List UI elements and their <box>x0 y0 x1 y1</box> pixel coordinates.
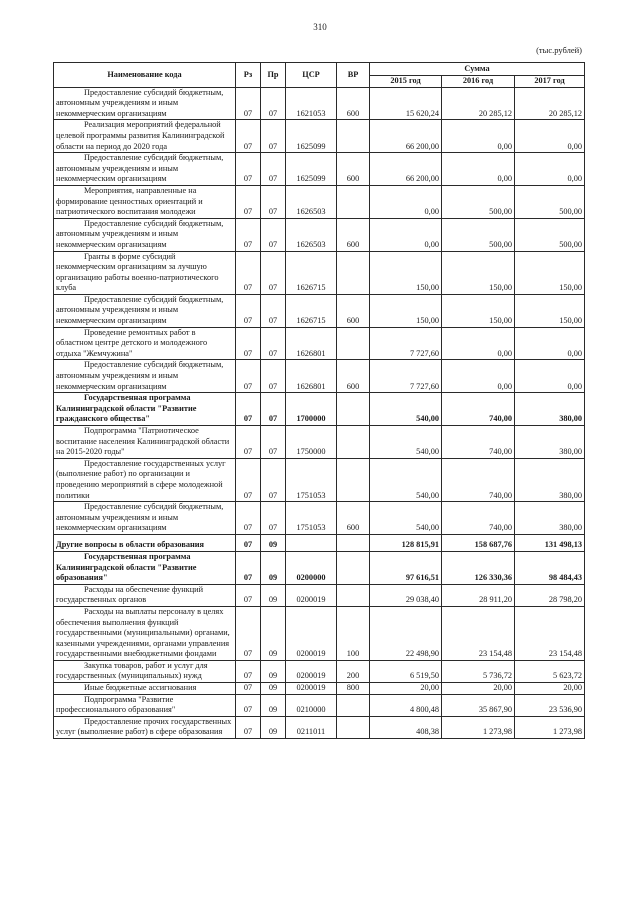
row-sum-2015: 7 727,60 <box>370 327 442 360</box>
row-sum-2015: 20,00 <box>370 683 442 695</box>
row-sum-2017: 0,00 <box>515 327 585 360</box>
row-sum-2015: 408,38 <box>370 716 442 738</box>
row-sum-2017: 380,00 <box>515 426 585 459</box>
row-sum-2017: 380,00 <box>515 502 585 535</box>
table-row <box>54 294 585 327</box>
row-name: Предоставление субсидий бюджетным, автономным учреждениям и иным некоммерческим организациям <box>54 87 236 120</box>
row-pr: 07 <box>261 426 286 459</box>
row-vr <box>337 534 370 551</box>
row-sum-2016: 500,00 <box>442 218 515 251</box>
row-sum-2015: 7 727,60 <box>370 360 442 393</box>
row-name: Расходы на выплаты персоналу в целях обеспечения выполнения функций государственными (муниципальными) органами, казенными учреждениями, органами управления государственными внебюджетными фондами <box>54 606 236 660</box>
row-pr: 09 <box>261 683 286 695</box>
row-sum-2015: 540,00 <box>370 502 442 535</box>
row-vr <box>337 551 370 584</box>
row-sum-2015: 0,00 <box>370 185 442 218</box>
row-csr: 1625099 <box>286 120 337 153</box>
row-pr: 09 <box>261 660 286 682</box>
row-vr: 600 <box>337 218 370 251</box>
row-pr: 07 <box>261 153 286 186</box>
row-pr: 07 <box>261 251 286 294</box>
row-pr: 07 <box>261 294 286 327</box>
row-sum-2015: 0,00 <box>370 218 442 251</box>
row-pr: 07 <box>261 87 286 120</box>
row-sum-2017: 98 484,43 <box>515 551 585 584</box>
row-pr: 07 <box>261 120 286 153</box>
row-rz: 07 <box>236 502 261 535</box>
row-csr: 0200019 <box>286 606 337 660</box>
table-row <box>54 502 585 535</box>
row-pr: 07 <box>261 502 286 535</box>
row-sum-2016: 126 330,36 <box>442 551 515 584</box>
row-rz: 07 <box>236 251 261 294</box>
row-rz: 07 <box>236 694 261 716</box>
row-rz: 07 <box>236 551 261 584</box>
header-year-2017: 2017 год <box>515 76 585 88</box>
row-csr: 1626715 <box>286 251 337 294</box>
row-csr: 0200019 <box>286 660 337 682</box>
row-csr: 0210000 <box>286 694 337 716</box>
row-rz: 07 <box>236 120 261 153</box>
row-name: Предоставление субсидий бюджетным, автономным учреждениям и иным некоммерческим организациям <box>54 360 236 393</box>
table-row <box>54 606 585 660</box>
row-pr: 07 <box>261 327 286 360</box>
row-rz: 07 <box>236 716 261 738</box>
row-sum-2016: 1 273,98 <box>442 716 515 738</box>
row-csr: 1751053 <box>286 458 337 501</box>
table-row <box>54 426 585 459</box>
row-sum-2017: 131 498,13 <box>515 534 585 551</box>
row-name: Мероприятия, направленные на формирование ценностных ориентаций и патриотического воспитания молодежи <box>54 185 236 218</box>
row-csr: 1626801 <box>286 360 337 393</box>
row-pr: 09 <box>261 606 286 660</box>
row-name: Предоставление прочих государственных услуг (выполнение работ) в сфере образования <box>54 716 236 738</box>
row-rz: 07 <box>236 327 261 360</box>
row-name: Закупка товаров, работ и услуг для государственных (муниципальных) нужд <box>54 660 236 682</box>
row-sum-2017: 150,00 <box>515 251 585 294</box>
row-pr: 09 <box>261 716 286 738</box>
row-sum-2016: 20 285,12 <box>442 87 515 120</box>
row-sum-2016: 5 736,72 <box>442 660 515 682</box>
row-pr: 07 <box>261 185 286 218</box>
row-pr: 07 <box>261 393 286 426</box>
row-sum-2017: 23 536,90 <box>515 694 585 716</box>
row-pr: 07 <box>261 458 286 501</box>
row-sum-2016: 23 154,48 <box>442 606 515 660</box>
row-sum-2015: 128 815,91 <box>370 534 442 551</box>
table-row <box>54 660 585 682</box>
row-pr: 09 <box>261 551 286 584</box>
row-csr: 1621053 <box>286 87 337 120</box>
row-sum-2015: 97 616,51 <box>370 551 442 584</box>
row-vr <box>337 426 370 459</box>
row-csr: 0200000 <box>286 551 337 584</box>
row-rz: 07 <box>236 660 261 682</box>
row-sum-2017: 5 623,72 <box>515 660 585 682</box>
row-vr <box>337 120 370 153</box>
row-sum-2016: 0,00 <box>442 327 515 360</box>
row-sum-2017: 0,00 <box>515 120 585 153</box>
row-vr: 600 <box>337 502 370 535</box>
row-csr: 1751053 <box>286 502 337 535</box>
table-row <box>54 534 585 551</box>
row-name: Предоставление государственных услуг (выполнение работ) по организации и проведению мероприятий в сфере молодежной политики <box>54 458 236 501</box>
table-row <box>54 327 585 360</box>
row-sum-2017: 500,00 <box>515 218 585 251</box>
row-rz: 07 <box>236 360 261 393</box>
row-sum-2016: 740,00 <box>442 426 515 459</box>
row-rz: 07 <box>236 534 261 551</box>
row-name: Подпрограмма "Развитие профессионального образования" <box>54 694 236 716</box>
row-rz: 07 <box>236 606 261 660</box>
row-name: Предоставление субсидий бюджетным, автономным учреждениям и иным некоммерческим организациям <box>54 153 236 186</box>
row-rz: 07 <box>236 584 261 606</box>
row-sum-2016: 20,00 <box>442 683 515 695</box>
row-vr <box>337 458 370 501</box>
table-row <box>54 120 585 153</box>
row-sum-2017: 28 798,20 <box>515 584 585 606</box>
row-pr: 07 <box>261 360 286 393</box>
row-csr: 1626715 <box>286 294 337 327</box>
row-csr: 0200019 <box>286 683 337 695</box>
row-sum-2017: 500,00 <box>515 185 585 218</box>
table-row <box>54 360 585 393</box>
row-vr <box>337 584 370 606</box>
row-pr: 07 <box>261 218 286 251</box>
header-year-2015: 2015 год <box>370 76 442 88</box>
row-rz: 07 <box>236 393 261 426</box>
row-vr: 600 <box>337 360 370 393</box>
row-csr: 1626503 <box>286 218 337 251</box>
row-sum-2016: 500,00 <box>442 185 515 218</box>
row-sum-2015: 66 200,00 <box>370 153 442 186</box>
row-sum-2016: 35 867,90 <box>442 694 515 716</box>
table-row <box>54 185 585 218</box>
row-sum-2016: 740,00 <box>442 502 515 535</box>
table-row <box>54 87 585 120</box>
table-row <box>54 716 585 738</box>
row-rz: 07 <box>236 153 261 186</box>
row-vr: 600 <box>337 153 370 186</box>
row-name: Государственная программа Калининградской области "Развитие образования" <box>54 551 236 584</box>
table-row <box>54 153 585 186</box>
row-sum-2015: 540,00 <box>370 426 442 459</box>
row-sum-2015: 66 200,00 <box>370 120 442 153</box>
header-rz: Рз <box>236 63 261 88</box>
row-name: Гранты в форме субсидий некоммерческим организациям за лучшую организацию работы военно-патриотического клуба <box>54 251 236 294</box>
row-pr: 09 <box>261 534 286 551</box>
row-vr: 100 <box>337 606 370 660</box>
row-rz: 07 <box>236 458 261 501</box>
row-vr <box>337 327 370 360</box>
table-row <box>54 551 585 584</box>
row-name: Иные бюджетные ассигнования <box>54 683 236 695</box>
row-sum-2016: 158 687,76 <box>442 534 515 551</box>
row-vr <box>337 393 370 426</box>
row-vr: 600 <box>337 294 370 327</box>
row-sum-2017: 20,00 <box>515 683 585 695</box>
row-name: Реализация мероприятий федеральной целевой программы развития Калининградской области на период до 2020 года <box>54 120 236 153</box>
row-csr: 1625099 <box>286 153 337 186</box>
header-csr: ЦСР <box>286 63 337 88</box>
row-sum-2017: 23 154,48 <box>515 606 585 660</box>
row-sum-2017: 20 285,12 <box>515 87 585 120</box>
row-vr <box>337 716 370 738</box>
row-vr: 200 <box>337 660 370 682</box>
row-sum-2017: 380,00 <box>515 458 585 501</box>
header-pr: Пр <box>261 63 286 88</box>
row-sum-2017: 0,00 <box>515 360 585 393</box>
header-vr: ВР <box>337 63 370 88</box>
row-name: Государственная программа Калининградской области "Развитие гражданского общества" <box>54 393 236 426</box>
table-row <box>54 251 585 294</box>
row-csr: 1750000 <box>286 426 337 459</box>
row-rz: 07 <box>236 87 261 120</box>
row-sum-2017: 1 273,98 <box>515 716 585 738</box>
row-name: Предоставление субсидий бюджетным, автономным учреждениям и иным некоммерческим организациям <box>54 502 236 535</box>
row-vr <box>337 694 370 716</box>
table-row <box>54 694 585 716</box>
row-sum-2016: 28 911,20 <box>442 584 515 606</box>
row-vr <box>337 185 370 218</box>
row-vr: 600 <box>337 87 370 120</box>
row-csr: 0200019 <box>286 584 337 606</box>
row-rz: 07 <box>236 683 261 695</box>
row-sum-2015: 540,00 <box>370 393 442 426</box>
budget-table <box>53 62 585 739</box>
row-rz: 07 <box>236 218 261 251</box>
table-row <box>54 458 585 501</box>
row-sum-2015: 22 498,90 <box>370 606 442 660</box>
row-sum-2016: 150,00 <box>442 251 515 294</box>
row-sum-2016: 0,00 <box>442 120 515 153</box>
row-name: Подпрограмма "Патриотическое воспитание населения Калининградской области на 2015-2020 годы" <box>54 426 236 459</box>
row-sum-2015: 29 038,40 <box>370 584 442 606</box>
row-name: Проведение ремонтных работ в областном центре детского и молодежного отдыха "Жемчужина" <box>54 327 236 360</box>
header-year-2016: 2016 год <box>442 76 515 88</box>
row-sum-2015: 540,00 <box>370 458 442 501</box>
table-row <box>54 683 585 695</box>
row-rz: 07 <box>236 294 261 327</box>
row-rz: 07 <box>236 185 261 218</box>
row-csr: 1626801 <box>286 327 337 360</box>
row-csr <box>286 534 337 551</box>
row-sum-2015: 15 620,24 <box>370 87 442 120</box>
row-name: Предоставление субсидий бюджетным, автономным учреждениям и иным некоммерческим организациям <box>54 218 236 251</box>
header-sum: Сумма <box>370 63 585 76</box>
row-vr: 800 <box>337 683 370 695</box>
row-csr: 0211011 <box>286 716 337 738</box>
row-name: Предоставление субсидий бюджетным, автономным учреждениям и иным некоммерческим организациям <box>54 294 236 327</box>
row-csr: 1626503 <box>286 185 337 218</box>
row-sum-2016: 740,00 <box>442 393 515 426</box>
row-sum-2016: 0,00 <box>442 153 515 186</box>
row-sum-2017: 380,00 <box>515 393 585 426</box>
row-sum-2015: 150,00 <box>370 294 442 327</box>
row-name: Расходы на обеспечение функций государственных органов <box>54 584 236 606</box>
units-label: (тыс.рублей) <box>536 45 582 55</box>
row-sum-2016: 0,00 <box>442 360 515 393</box>
row-rz: 07 <box>236 426 261 459</box>
page-number: 310 <box>313 22 327 32</box>
row-vr <box>337 251 370 294</box>
row-sum-2016: 150,00 <box>442 294 515 327</box>
row-name: Другие вопросы в области образования <box>54 534 236 551</box>
row-sum-2017: 150,00 <box>515 294 585 327</box>
row-sum-2015: 6 519,50 <box>370 660 442 682</box>
row-sum-2016: 740,00 <box>442 458 515 501</box>
row-sum-2015: 150,00 <box>370 251 442 294</box>
row-pr: 09 <box>261 694 286 716</box>
row-sum-2015: 4 800,48 <box>370 694 442 716</box>
table-row <box>54 393 585 426</box>
table-row <box>54 218 585 251</box>
row-sum-2017: 0,00 <box>515 153 585 186</box>
row-pr: 09 <box>261 584 286 606</box>
header-name: Наименование кода <box>54 63 236 88</box>
row-csr: 1700000 <box>286 393 337 426</box>
table-row <box>54 584 585 606</box>
